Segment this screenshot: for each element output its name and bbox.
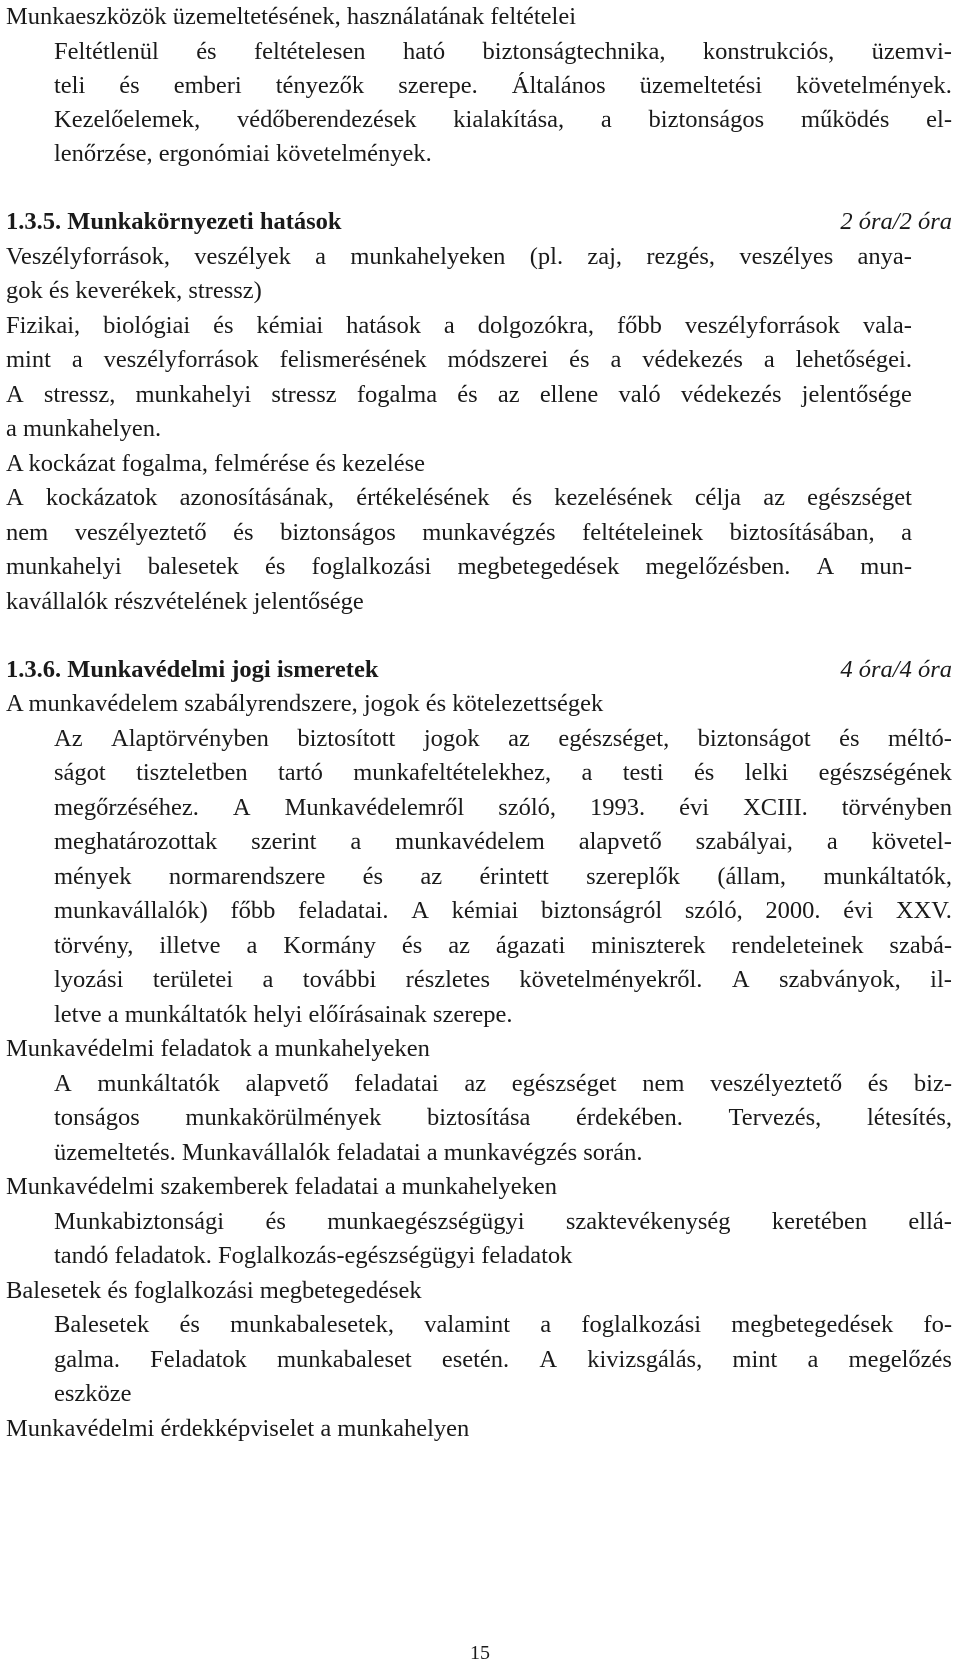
subsection-heading: Balesetek és foglalkozási megbetegedések bbox=[6, 1277, 422, 1304]
word: jogok bbox=[423, 725, 480, 752]
word: ellene bbox=[539, 381, 599, 408]
word: főbb bbox=[617, 312, 662, 339]
word: a bbox=[600, 106, 612, 133]
word: ható bbox=[402, 38, 446, 65]
word: munkakörülmények bbox=[185, 1104, 382, 1131]
word: és bbox=[119, 72, 140, 99]
paragraph-line: üzemeltetés. Munkavállalók feladatai a munkavégzés során. bbox=[54, 1139, 643, 1166]
paragraph-line bbox=[6, 314, 912, 339]
word: A bbox=[6, 381, 24, 408]
word: tényezők bbox=[275, 72, 365, 99]
page-number: 15 bbox=[470, 1642, 490, 1664]
word: Fizikai, bbox=[6, 312, 81, 339]
paragraph-line bbox=[6, 245, 912, 270]
word: tonságos bbox=[54, 1104, 140, 1131]
paragraph-line: kavállalók részvételének jelentősége bbox=[6, 588, 364, 615]
word: lyozási bbox=[54, 966, 124, 993]
paragraph-line: gok és keverékek, stressz) bbox=[6, 277, 262, 304]
word: a bbox=[763, 346, 775, 373]
word: vala- bbox=[862, 312, 912, 339]
paragraph-line bbox=[54, 830, 952, 855]
word: szerint bbox=[251, 828, 317, 855]
word: biztonságról bbox=[541, 897, 663, 924]
section-hours: 2 óra/2 óra bbox=[840, 208, 952, 235]
section-title: 1.3.6. Munkavédelmi jogi ismeretek bbox=[6, 656, 379, 683]
word: a bbox=[610, 346, 622, 373]
word: emberi bbox=[173, 72, 242, 99]
word: mint bbox=[732, 1346, 778, 1373]
word: Feladatok bbox=[150, 1346, 247, 1373]
word: megbetegedések bbox=[457, 553, 620, 580]
word: a bbox=[807, 1346, 819, 1373]
word: kialakítása, bbox=[453, 106, 565, 133]
word: Kezelőelemek, bbox=[54, 106, 201, 133]
paragraph-line bbox=[54, 40, 952, 65]
word: tiszteletben bbox=[136, 759, 248, 786]
word: lehetőségei. bbox=[795, 346, 912, 373]
word: és bbox=[569, 346, 590, 373]
paragraph-line bbox=[6, 383, 912, 408]
word: jelentősége bbox=[801, 381, 912, 408]
word: foglalkozási bbox=[311, 553, 432, 580]
word: és bbox=[265, 1208, 286, 1235]
word: szaktevékenység bbox=[565, 1208, 731, 1235]
word: védőberendezések bbox=[236, 106, 417, 133]
word: feltételeinek bbox=[582, 519, 704, 546]
paragraph-line bbox=[54, 1106, 952, 1131]
word: megelőzés bbox=[848, 1346, 952, 1373]
word: teli bbox=[54, 72, 86, 99]
word: az bbox=[508, 725, 530, 752]
word: esetén. bbox=[441, 1346, 510, 1373]
word: el- bbox=[926, 106, 952, 133]
word: munkahelyi bbox=[6, 553, 122, 580]
word: védekezés bbox=[680, 381, 782, 408]
section-title-row bbox=[6, 658, 952, 683]
word: stressz, bbox=[43, 381, 116, 408]
paragraph-line bbox=[54, 1313, 952, 1338]
word: a bbox=[581, 759, 593, 786]
word: szóló, bbox=[498, 794, 557, 821]
paragraph-line bbox=[54, 108, 952, 133]
word: XXV. bbox=[895, 897, 952, 924]
word: A bbox=[731, 966, 750, 993]
word: feladatai. bbox=[298, 897, 389, 924]
word: lelki bbox=[744, 759, 789, 786]
paragraph-line bbox=[6, 521, 912, 546]
word: a bbox=[826, 828, 838, 855]
word: veszélyek bbox=[194, 243, 291, 270]
paragraph-line: eszköze bbox=[54, 1380, 132, 1407]
word: Munkabiztonsági bbox=[54, 1208, 225, 1235]
word: mint bbox=[6, 346, 51, 373]
word: biztosítása bbox=[426, 1104, 531, 1131]
word: és bbox=[839, 725, 860, 752]
word: kivizsgálás, bbox=[587, 1346, 703, 1373]
paragraph-line: tandó feladatok. Foglalkozás-egészségügyi feladatok bbox=[54, 1242, 573, 1269]
word: biztosításában, bbox=[729, 519, 875, 546]
word: a bbox=[246, 932, 258, 959]
word: ellá- bbox=[908, 1208, 952, 1235]
word: a bbox=[262, 966, 274, 993]
word: biológiai bbox=[103, 312, 191, 339]
word: és bbox=[401, 932, 423, 959]
word: szabályai, bbox=[695, 828, 793, 855]
word: munkahelyi bbox=[135, 381, 252, 408]
word: évi bbox=[679, 794, 710, 821]
word: megőrzéséhez. bbox=[54, 794, 199, 821]
word: érintett bbox=[479, 863, 549, 890]
word: Veszélyforrások, bbox=[6, 243, 170, 270]
word: a bbox=[71, 346, 83, 373]
word: az bbox=[763, 484, 785, 511]
paragraph-line bbox=[54, 1210, 952, 1235]
word: részletes bbox=[405, 966, 491, 993]
word: értékelésének bbox=[356, 484, 490, 511]
word: követel- bbox=[871, 828, 952, 855]
word: követelményekről. bbox=[519, 966, 703, 993]
paragraph-line: lenőrzése, ergonómiai követelmények. bbox=[54, 140, 432, 167]
word: Kormány bbox=[283, 932, 376, 959]
word: munkabaleset bbox=[276, 1346, 412, 1373]
word: törvényben bbox=[841, 794, 952, 821]
word: keretében bbox=[771, 1208, 868, 1235]
word: munkáltatók bbox=[97, 1070, 220, 1097]
word: szereplők bbox=[586, 863, 681, 890]
word: Balesetek bbox=[54, 1311, 150, 1338]
word: egészséget bbox=[807, 484, 912, 511]
word: rendeleteinek bbox=[731, 932, 864, 959]
word: il- bbox=[930, 966, 952, 993]
word: (pl. bbox=[529, 243, 564, 270]
word: és bbox=[511, 484, 533, 511]
word: veszélyeztető bbox=[74, 519, 207, 546]
word: dolgozókra, bbox=[477, 312, 595, 339]
paragraph-line bbox=[54, 899, 952, 924]
word: kémiai bbox=[451, 897, 519, 924]
word: és bbox=[265, 553, 286, 580]
word: Feltétlenül bbox=[54, 38, 159, 65]
word: egészséget, bbox=[558, 725, 670, 752]
word: Alaptörvényben bbox=[111, 725, 269, 752]
word: a bbox=[540, 1311, 552, 1338]
word: tartó bbox=[277, 759, 323, 786]
word: rezgés, bbox=[646, 243, 716, 270]
word: XCIII. bbox=[743, 794, 808, 821]
paragraph-line bbox=[54, 968, 952, 993]
word: védekezés bbox=[642, 346, 743, 373]
word: munkahelyeken bbox=[350, 243, 506, 270]
word: testi bbox=[622, 759, 664, 786]
word: A bbox=[232, 794, 251, 821]
word: anya- bbox=[857, 243, 912, 270]
word: évi bbox=[843, 897, 874, 924]
word: és bbox=[213, 312, 234, 339]
word: Az bbox=[54, 725, 83, 752]
word: és bbox=[179, 1311, 200, 1338]
word: konstrukciós, bbox=[702, 38, 835, 65]
word: meghatározottak bbox=[54, 828, 218, 855]
word: kémiai bbox=[256, 312, 324, 339]
word: további bbox=[302, 966, 377, 993]
word: egészséget bbox=[511, 1070, 617, 1097]
word: biztonságot bbox=[697, 725, 811, 752]
word: a bbox=[315, 243, 327, 270]
word: biztosított bbox=[297, 725, 396, 752]
word: és bbox=[362, 863, 384, 890]
word: az bbox=[497, 381, 520, 408]
word: 2000. bbox=[765, 897, 821, 924]
word: megelőzésben. bbox=[645, 553, 791, 580]
word: területei bbox=[152, 966, 234, 993]
word: való bbox=[618, 381, 661, 408]
subsection-heading: Munkavédelmi szakemberek feladatai a munkahelyeken bbox=[6, 1173, 558, 1200]
word: mények bbox=[54, 863, 132, 890]
word: biztonságos bbox=[280, 519, 396, 546]
paragraph-line: a munkahelyen. bbox=[6, 415, 162, 442]
subsection-heading: A munkavédelem szabályrendszere, jogok és kötelezettségek bbox=[6, 690, 604, 717]
word: szabványok, bbox=[778, 966, 901, 993]
word: az bbox=[464, 1070, 487, 1097]
word: hatások bbox=[346, 312, 421, 339]
section-title-row bbox=[6, 210, 952, 235]
word: munkavégzés bbox=[422, 519, 556, 546]
word: és bbox=[867, 1070, 889, 1097]
word: A bbox=[411, 897, 429, 924]
word: és bbox=[693, 759, 715, 786]
word: biztonságtechnika, bbox=[482, 38, 666, 65]
word: létesítés, bbox=[866, 1104, 952, 1131]
word: ságot bbox=[54, 759, 106, 786]
word: főbb bbox=[230, 897, 276, 924]
word: üzemeltetési bbox=[639, 72, 763, 99]
word: ágazati bbox=[495, 932, 566, 959]
word: méltó- bbox=[888, 725, 952, 752]
word: módszerei bbox=[447, 346, 549, 373]
word: szóló, bbox=[684, 897, 743, 924]
word: Tervezés, bbox=[728, 1104, 822, 1131]
word: fo- bbox=[923, 1311, 952, 1338]
word: valamint bbox=[424, 1311, 511, 1338]
word: 1993. bbox=[590, 794, 646, 821]
word: foglalkozási bbox=[581, 1311, 702, 1338]
word: célja bbox=[694, 484, 742, 511]
word: és bbox=[457, 381, 478, 408]
word: és bbox=[196, 38, 217, 65]
word: Munkavédelemről bbox=[284, 794, 465, 821]
paragraph-line: letve a munkáltatók helyi előírásainak szerepe. bbox=[54, 1001, 513, 1028]
word: veszélyforrások bbox=[684, 312, 840, 339]
word: veszélyeztető bbox=[710, 1070, 843, 1097]
word: normarendszere bbox=[168, 863, 326, 890]
subsection-heading: Munkavédelmi feladatok a munkahelyeken bbox=[6, 1035, 430, 1062]
word: veszélyforrások bbox=[103, 346, 259, 373]
paragraph-line bbox=[6, 486, 912, 511]
paragraph-line bbox=[54, 865, 952, 890]
word: üzemvi- bbox=[871, 38, 952, 65]
paragraph-line bbox=[54, 1348, 952, 1373]
word: a bbox=[350, 828, 362, 855]
word: a bbox=[443, 312, 455, 339]
word: Általános bbox=[511, 72, 606, 99]
word: A bbox=[539, 1346, 558, 1373]
word: megbetegedések bbox=[731, 1311, 894, 1338]
word: (állam, bbox=[717, 863, 787, 890]
word: azonosításának, bbox=[179, 484, 335, 511]
word: stressz bbox=[271, 381, 337, 408]
paragraph-line bbox=[54, 796, 952, 821]
word: biz- bbox=[913, 1070, 952, 1097]
word: felismerésének bbox=[279, 346, 427, 373]
word: munkavédelem bbox=[395, 828, 545, 855]
word: törvény, bbox=[54, 932, 134, 959]
word: feladatai bbox=[354, 1070, 439, 1097]
word: nem bbox=[642, 1070, 685, 1097]
word: munkafeltételekhez, bbox=[353, 759, 552, 786]
word: követelmények. bbox=[796, 72, 952, 99]
paragraph-line bbox=[54, 1072, 952, 1097]
word: munkaegészségügyi bbox=[327, 1208, 525, 1235]
word: galma. bbox=[54, 1346, 120, 1373]
word: zaj, bbox=[587, 243, 623, 270]
word: miniszterek bbox=[591, 932, 706, 959]
word: az bbox=[420, 863, 443, 890]
paragraph-line bbox=[54, 934, 952, 959]
word: veszélyes bbox=[739, 243, 834, 270]
word: A bbox=[6, 484, 24, 511]
word: alapvető bbox=[245, 1070, 329, 1097]
section-title: 1.3.5. Munkakörnyezeti hatások bbox=[6, 208, 342, 235]
paragraph-line: A kockázat fogalma, felmérése és kezelése bbox=[6, 450, 426, 477]
word: mun- bbox=[860, 553, 912, 580]
word: balesetek bbox=[147, 553, 239, 580]
section-hours: 4 óra/4 óra bbox=[840, 656, 952, 683]
paragraph-line bbox=[6, 348, 912, 373]
word: az bbox=[448, 932, 470, 959]
word: munkáltatók, bbox=[823, 863, 952, 890]
paragraph-line bbox=[6, 555, 912, 580]
subsection-heading: Munkavédelmi érdekképviselet a munkahelyen bbox=[6, 1415, 470, 1442]
word: alapvető bbox=[578, 828, 662, 855]
word: A bbox=[816, 553, 835, 580]
section-heading: Munkaeszközök üzemeltetésének, használatának feltételei bbox=[6, 3, 577, 30]
word: feltételesen bbox=[254, 38, 366, 65]
word: kockázatok bbox=[45, 484, 158, 511]
word: illetve bbox=[159, 932, 221, 959]
paragraph-line bbox=[54, 74, 952, 99]
paragraph-line bbox=[54, 727, 952, 752]
word: érdekében. bbox=[576, 1104, 683, 1131]
word: munkavállalók) bbox=[54, 897, 208, 924]
word: egészségének bbox=[818, 759, 952, 786]
word: a bbox=[901, 519, 912, 546]
word: nem bbox=[6, 519, 49, 546]
word: működés bbox=[800, 106, 890, 133]
paragraph-line bbox=[54, 761, 952, 786]
word: szerepe. bbox=[398, 72, 478, 99]
word: munkabalesetek, bbox=[230, 1311, 395, 1338]
word: kezelésének bbox=[554, 484, 673, 511]
word: fogalma bbox=[356, 381, 438, 408]
word: és bbox=[233, 519, 254, 546]
word: szabá- bbox=[889, 932, 952, 959]
word: A bbox=[54, 1070, 72, 1097]
word: biztonságos bbox=[648, 106, 765, 133]
